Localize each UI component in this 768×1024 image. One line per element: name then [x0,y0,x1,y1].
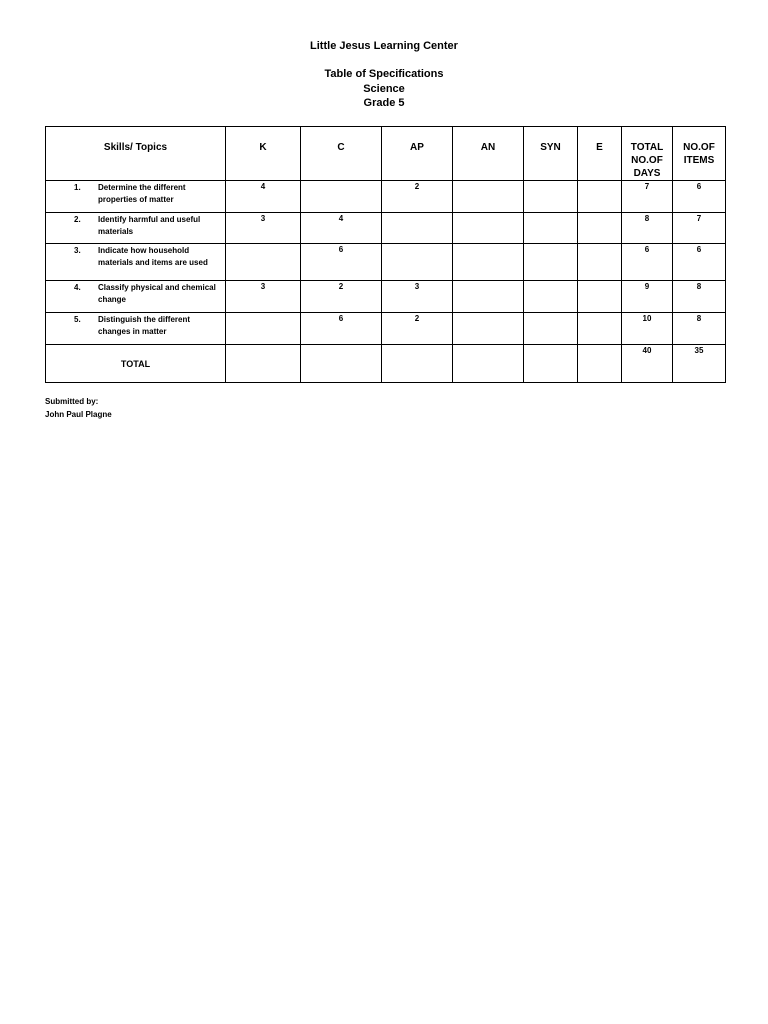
cell-e [578,313,622,345]
cell-an [453,213,524,244]
cell-c: 6 [301,244,382,281]
document-title: Table of Specifications [324,68,444,80]
total-label: TOTAL [46,345,226,383]
cell-e [578,244,622,281]
table-row [46,313,726,345]
topic-cell [46,181,226,213]
topic-text: Indicate how household materials and items are used [98,246,208,267]
cell-e [578,213,622,244]
cell-e [578,281,622,313]
cell-an [453,244,524,281]
school-name: Little Jesus Learning Center [310,40,458,52]
cell-c: 4 [301,213,382,244]
grade-label: Grade 5 [363,97,405,109]
cell-k: 3 [226,281,301,313]
header-row [46,127,726,181]
cell-items: 8 [673,313,726,345]
cell-ap: 3 [382,281,453,313]
col-header-ap: AP [382,127,453,181]
table-row [46,244,726,281]
submitted-by-label: Submitted by: [45,397,99,406]
cell-days: 8 [622,213,673,244]
topic-cell [46,313,226,345]
cell-syn [524,313,578,345]
cell-an [453,181,524,213]
cell-k: 4 [226,181,301,213]
cell-c [301,181,382,213]
cell-items: 6 [673,244,726,281]
topic-number: 4. [74,283,81,292]
col-header-syn: SYN [524,127,578,181]
topic-cell [46,281,226,313]
cell-k [226,244,301,281]
table-row [46,281,726,313]
cell-an [453,313,524,345]
cell-an [453,281,524,313]
topic-text: Classify physical and chemical change [98,283,216,304]
cell-syn [524,244,578,281]
cell-c: 2 [301,281,382,313]
topic-text: Determine the different properties of matter [98,183,186,204]
cell-k [226,313,301,345]
cell-items: 7 [673,213,726,244]
table-row [46,181,726,213]
cell-days: 10 [622,313,673,345]
cell-days: 7 [622,181,673,213]
col-header-e: E [578,127,622,181]
cell-syn [524,181,578,213]
col-header-no-of-items: NO.OF ITEMS [673,127,726,181]
topic-number: 1. [74,183,81,192]
col-header-k: K [226,127,301,181]
topic-cell [46,213,226,244]
submitter-name: John Paul Plagne [45,410,112,419]
topic-text: Distinguish the different changes in matter [98,315,190,336]
col-header-an: AN [453,127,524,181]
topic-number: 5. [74,315,81,324]
cell-k: 3 [226,213,301,244]
topic-number: 2. [74,215,81,224]
subject-label: Science [363,83,405,95]
cell-ap [382,213,453,244]
topic-text: Identify harmful and useful materials [98,215,201,236]
col-header-total-days: TOTAL NO.OF DAYS [622,127,673,181]
table-row [46,213,726,244]
cell-ap: 2 [382,181,453,213]
cell-ap: 2 [382,313,453,345]
cell-c: 6 [301,313,382,345]
cell-ap [382,244,453,281]
cell-days: 9 [622,281,673,313]
col-header-c: C [301,127,382,181]
cell-days: 6 [622,244,673,281]
total-days: 40 [622,345,673,383]
cell-items: 6 [673,181,726,213]
specifications-table [45,126,726,383]
cell-syn [524,213,578,244]
cell-e [578,181,622,213]
col-header-topics: Skills/ Topics [46,127,226,181]
cell-syn [524,281,578,313]
cell-items: 8 [673,281,726,313]
total-row [46,345,726,383]
topic-number: 3. [74,246,81,255]
topic-cell [46,244,226,281]
total-items: 35 [673,345,726,383]
